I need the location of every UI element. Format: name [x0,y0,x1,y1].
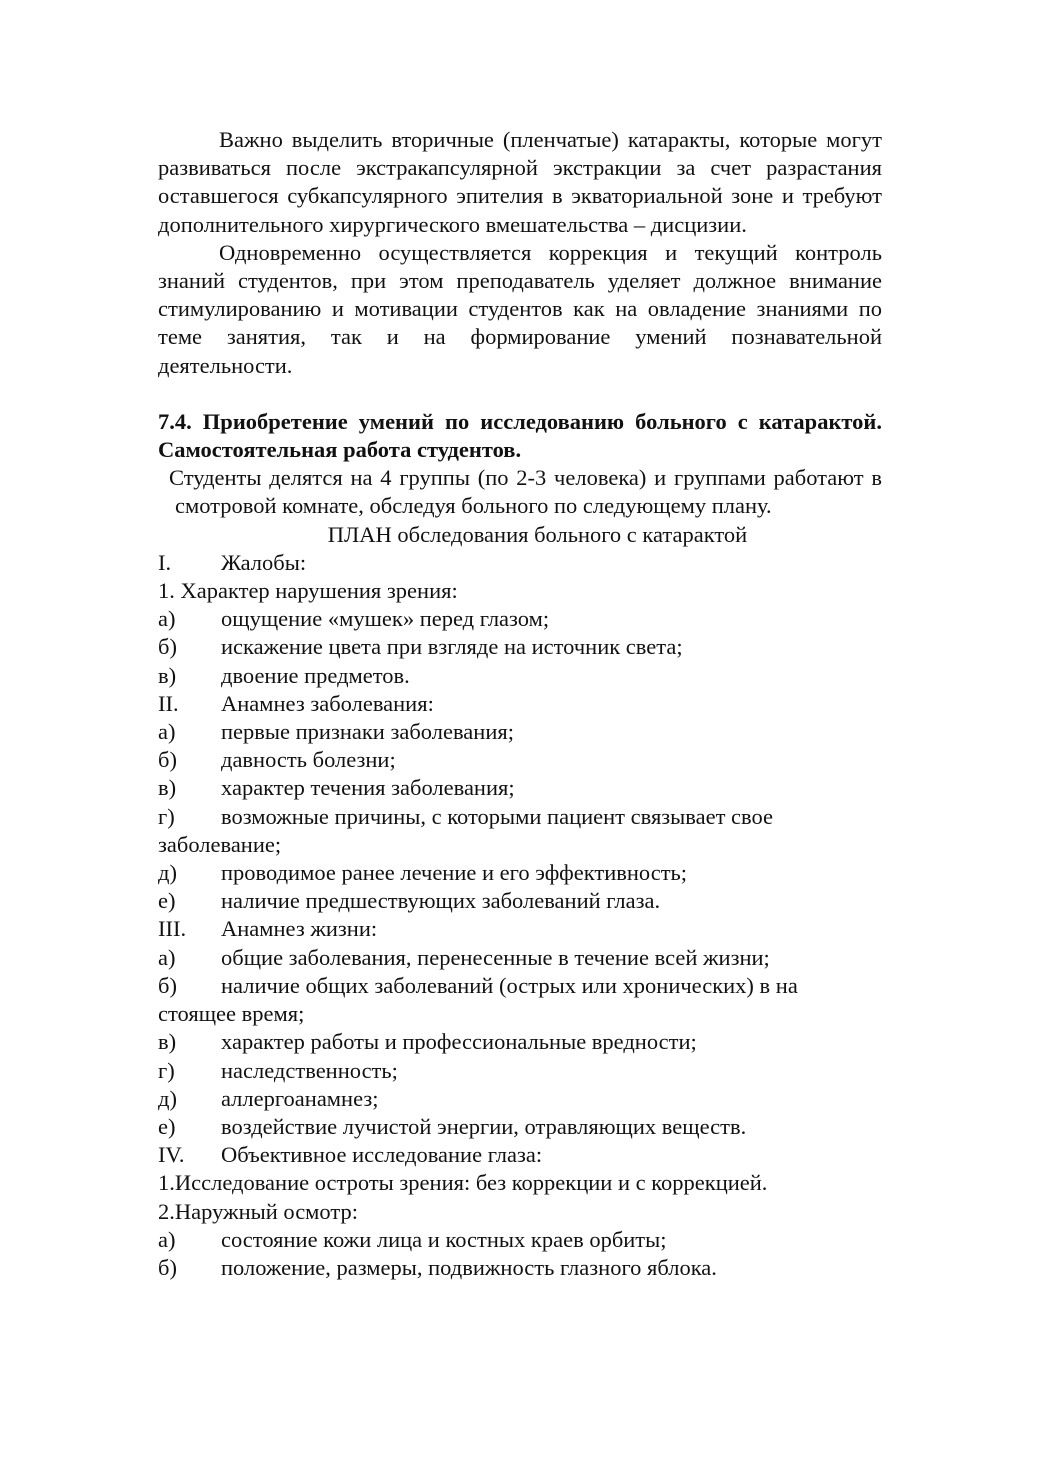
list-subheading: 2.Наружный осмотр: [158,1198,358,1224]
list-marker: е) [158,888,176,914]
list-item [158,774,882,802]
list-text: Жалобы: [221,549,307,575]
list-item [158,549,882,577]
list-item [158,859,882,887]
list-marker: III. [158,916,187,942]
list-marker: II. [158,690,179,716]
list-text: наследственность; [221,1057,398,1083]
list-marker: г) [158,803,175,829]
list-item [158,746,882,774]
list-item-continuation: стоящее время; [158,1001,305,1027]
list-text: искажение цвета при взгляде на источник света; [221,634,683,660]
list-marker: е) [158,1113,176,1139]
list-marker: а) [158,606,176,632]
list-marker: в) [158,1029,177,1055]
list-item [158,1113,882,1141]
list-text: состояние кожи лица и костных краев орбиты; [221,1226,667,1252]
paragraph-knowledge-control: Одновременно осуществляется коррекция и текущий контроль знаний студентов, при этом преподаватель уделяет должное внимание стимулированию и мотивации студентов как на овладение знаниями по теме занятия, так и на формирование умений познавательной деятельности. [158,239,882,378]
list-text: характер работы и профессиональные вредности; [221,1029,697,1055]
list-marker: б) [158,1254,177,1280]
list-text: воздействие лучистой энергии, отравляющих веществ. [221,1113,747,1139]
list-marker: г) [158,1057,175,1083]
list-marker: а) [158,719,176,745]
list-item [158,1085,882,1113]
list-subheading: 1. Характер нарушения зрения: [158,578,458,604]
list-text: наличие предшествующих заболеваний глаза. [221,888,661,914]
list-text: Анамнез заболевания: [221,690,434,716]
list-text: ощущение «мушек» перед глазом; [221,606,550,632]
list-item [158,1141,882,1169]
list-subheading: 1.Исследование остроты зрения: без коррекции и с коррекцией. [158,1170,768,1196]
list-text: положение, размеры, подвижность глазного яблока. [221,1254,717,1280]
list-marker: б) [158,972,177,998]
list-text: аллергоанамнез; [221,1085,379,1111]
list-item [158,718,882,746]
list-marker: б) [158,747,177,773]
list-item [158,690,882,718]
list-marker: а) [158,1226,176,1252]
list-item-continuation: заболевание; [158,831,282,857]
students-groups-paragraph: Студенты делятся на 4 группы (по 2-3 человека) и группами работают в смотровой комнате, обследуя больного по следующему плану. [169,465,882,519]
section-heading: 7.4. Приобретение умений по исследованию больного с катарактой. Самостоятельная работа студентов. [158,408,882,463]
list-item [158,662,882,690]
list-text: давность болезни; [221,747,396,773]
list-marker: д) [158,860,177,886]
list-item [158,887,882,915]
list-marker: IV. [158,1142,185,1168]
list-item [158,915,882,943]
list-item [158,605,882,633]
paragraph-secondary-cataracts: Важно выделить вторичные (пленчатые) катаракты, которые могут развиваться после экстракапсулярной экстракции за счет разрастания оставшегося субкапсулярного эпителия в экваториальной зоне и требуют дополнительного хирургического вмешательства – дисцизии. [158,127,882,237]
list-item [158,1028,882,1056]
list-text: наличие общих заболеваний (острых или хронических) в на [221,972,798,998]
list-item [158,633,882,661]
list-marker: д) [158,1085,177,1111]
list-text: Анамнез жизни: [221,916,378,942]
list-marker: в) [158,775,177,801]
list-item [158,1226,882,1254]
plan-list [158,549,882,1282]
list-text: общие заболевания, перенесенные в течение всей жизни; [221,944,770,970]
list-marker: I. [158,549,172,575]
list-item [158,1057,882,1085]
list-text: проводимое ранее лечение и его эффективность; [221,860,688,886]
list-marker: а) [158,944,176,970]
list-marker: б) [158,634,177,660]
list-text: возможные причины, с которыми пациент связывает свое [221,803,774,829]
list-text: Объективное исследование глаза: [221,1142,543,1168]
list-text: характер течения заболевания; [221,775,515,801]
list-text: двоение предметов. [221,662,410,688]
list-item [158,944,882,972]
plan-title: ПЛАН обследования больного с катарактой [327,521,748,547]
list-item [158,803,882,831]
list-text: первые признаки заболевания; [221,719,514,745]
list-item [158,972,882,1000]
document-page [158,126,882,1282]
list-item [158,1254,882,1282]
list-marker: в) [158,662,177,688]
